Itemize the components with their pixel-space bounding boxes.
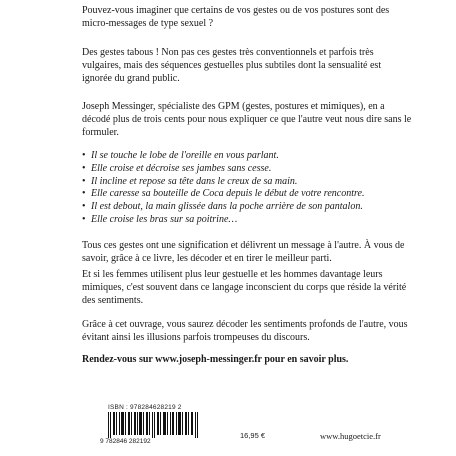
isbn-label: ISBN : 978284628219 2 [108, 404, 182, 411]
intro-question: Pouvez-vous imaginer que certains de vos gestes ou de vos postures sont des micro-messages de type sexuel ? [82, 5, 390, 29]
list-item: • Elle caresse sa bouteille de Coca depuis le début de votre rencontre. [82, 188, 364, 201]
taboo-paragraph: Des gestes tabous ! Non pas ces gestes très conventionnels et parfois très vulgaires, mais des séquences gestuelles plus subtiles dont la sensualité est ignorée du grand public. [82, 47, 382, 84]
meaning-paragraph: Tous ces gestes ont une signification et délivrent un message à l'autre. À vous de savoir, grâce à ce livre, les décoder et en tirer le meilleur parti. [82, 240, 405, 264]
women-men-paragraph: Et si les femmes utilisent plus leur gestuelle et les hommes davantage leurs mimiques, c'est souvent dans ce langage inconscient du corps que réside la vérité des sentiments. [82, 269, 407, 306]
gesture-list [82, 150, 364, 227]
list-item: • Elle croise et décroise ses jambes sans cesse. [82, 163, 364, 176]
barcode-image [108, 412, 200, 438]
list-item: • Il incline et repose sa tête dans le creux de sa main. [82, 176, 364, 189]
barcode-digits: 9 782846 282192 [100, 438, 151, 445]
list-item: • Elle croise les bras sur sa poitrine… [82, 214, 364, 227]
price: 16,95 € [240, 431, 266, 440]
list-item: • Il est debout, la main glissée dans la poche arrière de son pantalon. [82, 201, 364, 214]
author-paragraph: Joseph Messinger, spécialiste des GPM (gestes, postures et mimiques), en a décodé plus de trois cents pour nous expliquer ce que l'autre veut nous dire sans le formuler. [82, 101, 412, 138]
website-call-to-action: Rendez-vous sur www.joseph-messinger.fr pour en savoir plus. [82, 354, 349, 365]
publisher-website: www.hugoetcie.fr [320, 431, 381, 441]
list-item: • Il se touche le lobe de l'oreille en vous parlant. [82, 150, 364, 163]
book-benefit-paragraph: Grâce à cet ouvrage, vous saurez décoder les sentiments profonds de l'autre, vous évitant ainsi les illusions parfois trompeuses du discours. [82, 319, 408, 343]
